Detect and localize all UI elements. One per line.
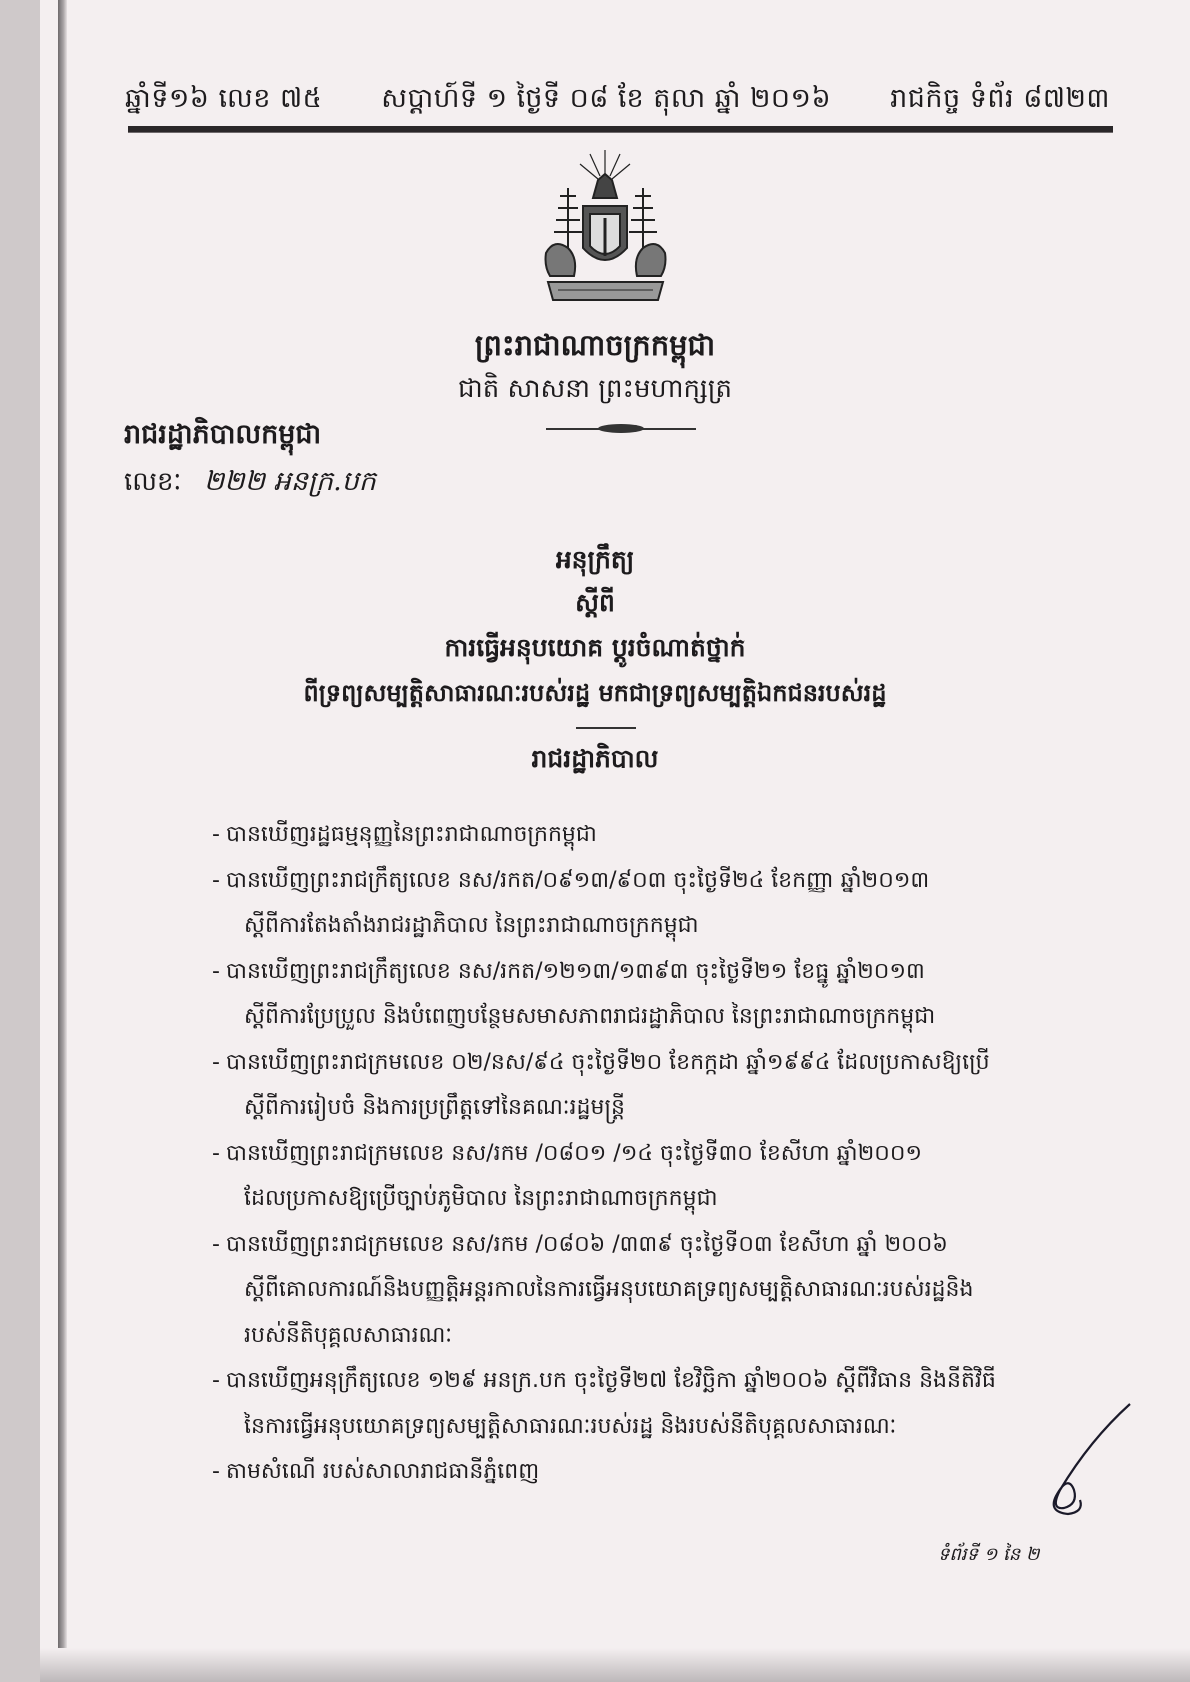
preamble-continuation: ស្តីពីការប្រែប្រួល និងបំពេញបន្ថែមសមាសភាពរាជរដ្ឋាភិបាល នៃព្រះរាជាណាចក្រកម្ពុជា (244, 1004, 936, 1029)
royal-emblem-icon (538, 148, 673, 308)
page-number: ទំព័រទី ១ នៃ ២ (938, 1544, 1040, 1565)
header-rule (128, 126, 1113, 133)
bullet-dash: - (212, 1140, 220, 1166)
gazette-header (125, 82, 1110, 121)
gazette-date: សប្តាហ៍ទី ១ ថ្ងៃទី ០៨ ខែ តុលា ឆ្នាំ ២០១៦ (381, 83, 832, 114)
gazette-page: រាជកិច្ច ទំព័រ ៨៧២៣ (890, 83, 1110, 114)
reference-value: ២២២ អនក្រ.បក (203, 466, 376, 497)
preamble-continuation: ដែលប្រកាសឱ្យប្រើច្បាប់ភូមិបាល នៃព្រះរាជាណាចក្រកម្ពុជា (244, 1186, 718, 1211)
national-motto: ជាតិ សាសនា ព្រះមហាក្សត្រ (458, 374, 732, 404)
preamble-list (212, 812, 1066, 1495)
preamble-line: តាមសំណើ របស់សាលារាជធានីភ្នំពេញ (226, 1459, 540, 1484)
title-line-1: ការធ្វើអនុបយោគ ប្តូរចំណាត់ថ្នាក់ (444, 633, 746, 662)
reference-label: លេខៈ (124, 467, 182, 497)
preamble-line: បានឃើញព្រះរាជក្រឹត្យលេខ នស/រកត/០៩១៣/៩០៣ ចុះថ្ងៃទី២៤ ខែកញ្ញា ឆ្នាំ២០១៣ (226, 867, 930, 893)
preamble-continuation: ស្តីពីគោលការណ៍និងបញ្ញត្តិអន្តរកាលនៃការធ្វើអនុបយោគទ្រព្យសម្បត្តិសាធារណៈរបស់រដ្ឋនិង (244, 1277, 974, 1302)
preamble-continuation: របស់នីតិបុគ្គលសាធារណៈ (244, 1322, 453, 1348)
preamble-item (212, 812, 1066, 858)
signature (1020, 1400, 1135, 1520)
preamble-continuation: ស្តីពីការរៀបចំ និងការប្រព្រឹត្តទៅនៃគណៈរដ្ឋមន្ត្រី (244, 1095, 625, 1120)
bullet-dash: - (212, 822, 220, 847)
preamble-item (212, 1040, 1066, 1131)
bullet-dash: - (212, 1049, 220, 1075)
preamble-line: បានឃើញអនុក្រឹត្យលេខ ១២៩ អនក្រ.បក ចុះថ្ងៃទី២៧ ខែវិច្ឆិកា ឆ្នាំ២០០៦ ស្តីពីវិធាន និងនីតិវិធី (226, 1368, 996, 1393)
preamble-item (212, 858, 1066, 949)
preamble-line: បានឃើញព្រះរាជក្រមលេខ នស/រកម /០៨០១ /១៤ ចុះថ្ងៃទី៣០ ខែសីហា ឆ្នាំ២០០១ (226, 1140, 923, 1166)
binding-edge (58, 0, 67, 1682)
kingdom-name: ព្រះរាជាណាចក្រកម្ពុជា (474, 328, 716, 362)
bullet-dash: - (212, 867, 220, 893)
preamble-continuation: ស្តីពីការតែងតាំងរាជរដ្ឋាភិបាល នៃព្រះរាជាណាចក្រកម្ពុជា (244, 913, 699, 938)
bullet-dash: - (212, 1459, 220, 1484)
title-about: ស្តីពី (575, 588, 615, 617)
preamble-line: បានឃើញព្រះរាជក្រមលេខ ០២/នស/៩៤ ចុះថ្ងៃទី២០ ខែកក្កដា ឆ្នាំ១៩៩៤ ដែលប្រកាសឱ្យប្រើ (226, 1049, 990, 1075)
preamble-line: បានឃើញព្រះរាជក្រមលេខ នស/រកម /០៨០៦ /៣៣៩ ចុះថ្ងៃទី០៣ ខែសីហា ឆ្នាំ ២០០៦ (226, 1231, 948, 1257)
motto-divider-ornament (598, 424, 644, 433)
preamble-item (212, 949, 1066, 1040)
reference-number (124, 465, 376, 504)
document-type: អនុក្រឹត្យ (555, 545, 635, 574)
preamble-item (212, 1131, 1066, 1222)
title-line-2: ពីទ្រព្យសម្បត្តិសាធារណៈរបស់រដ្ឋ មកជាទ្រព្យសម្បត្តិឯកជនរបស់រដ្ឋ (303, 679, 887, 707)
bullet-dash: - (212, 1368, 220, 1393)
preamble-item (212, 1449, 1066, 1495)
preamble-item (212, 1358, 1066, 1449)
title-divider (576, 727, 636, 729)
preamble-item (212, 1222, 1066, 1359)
government-name: រាជរដ្ឋាភិបាលកម្ពុជា (124, 419, 322, 450)
issuer: រាជរដ្ឋាភិបាល (531, 744, 659, 773)
bullet-dash: - (212, 1231, 220, 1257)
preamble-line: បានឃើញព្រះរាជក្រឹត្យលេខ នស/រកត/១២១៣/១៣៩៣ ចុះថ្ងៃទី២១ ខែធ្នូ ឆ្នាំ២០១៣ (226, 958, 925, 984)
preamble-continuation: នៃការធ្វើអនុបយោគទ្រព្យសម្បត្តិសាធារណៈរបស់រដ្ឋ និងរបស់នីតិបុគ្គលសាធារណៈ (244, 1413, 897, 1439)
gazette-year: ឆ្នាំទី១៦ លេខ ៧៥ (125, 83, 323, 114)
scan-shadow (40, 1648, 1190, 1682)
bullet-dash: - (212, 958, 220, 984)
preamble-line: បានឃើញរដ្ឋធម្មនុញ្ញនៃព្រះរាជាណាចក្រកម្ពុជា (226, 822, 597, 847)
